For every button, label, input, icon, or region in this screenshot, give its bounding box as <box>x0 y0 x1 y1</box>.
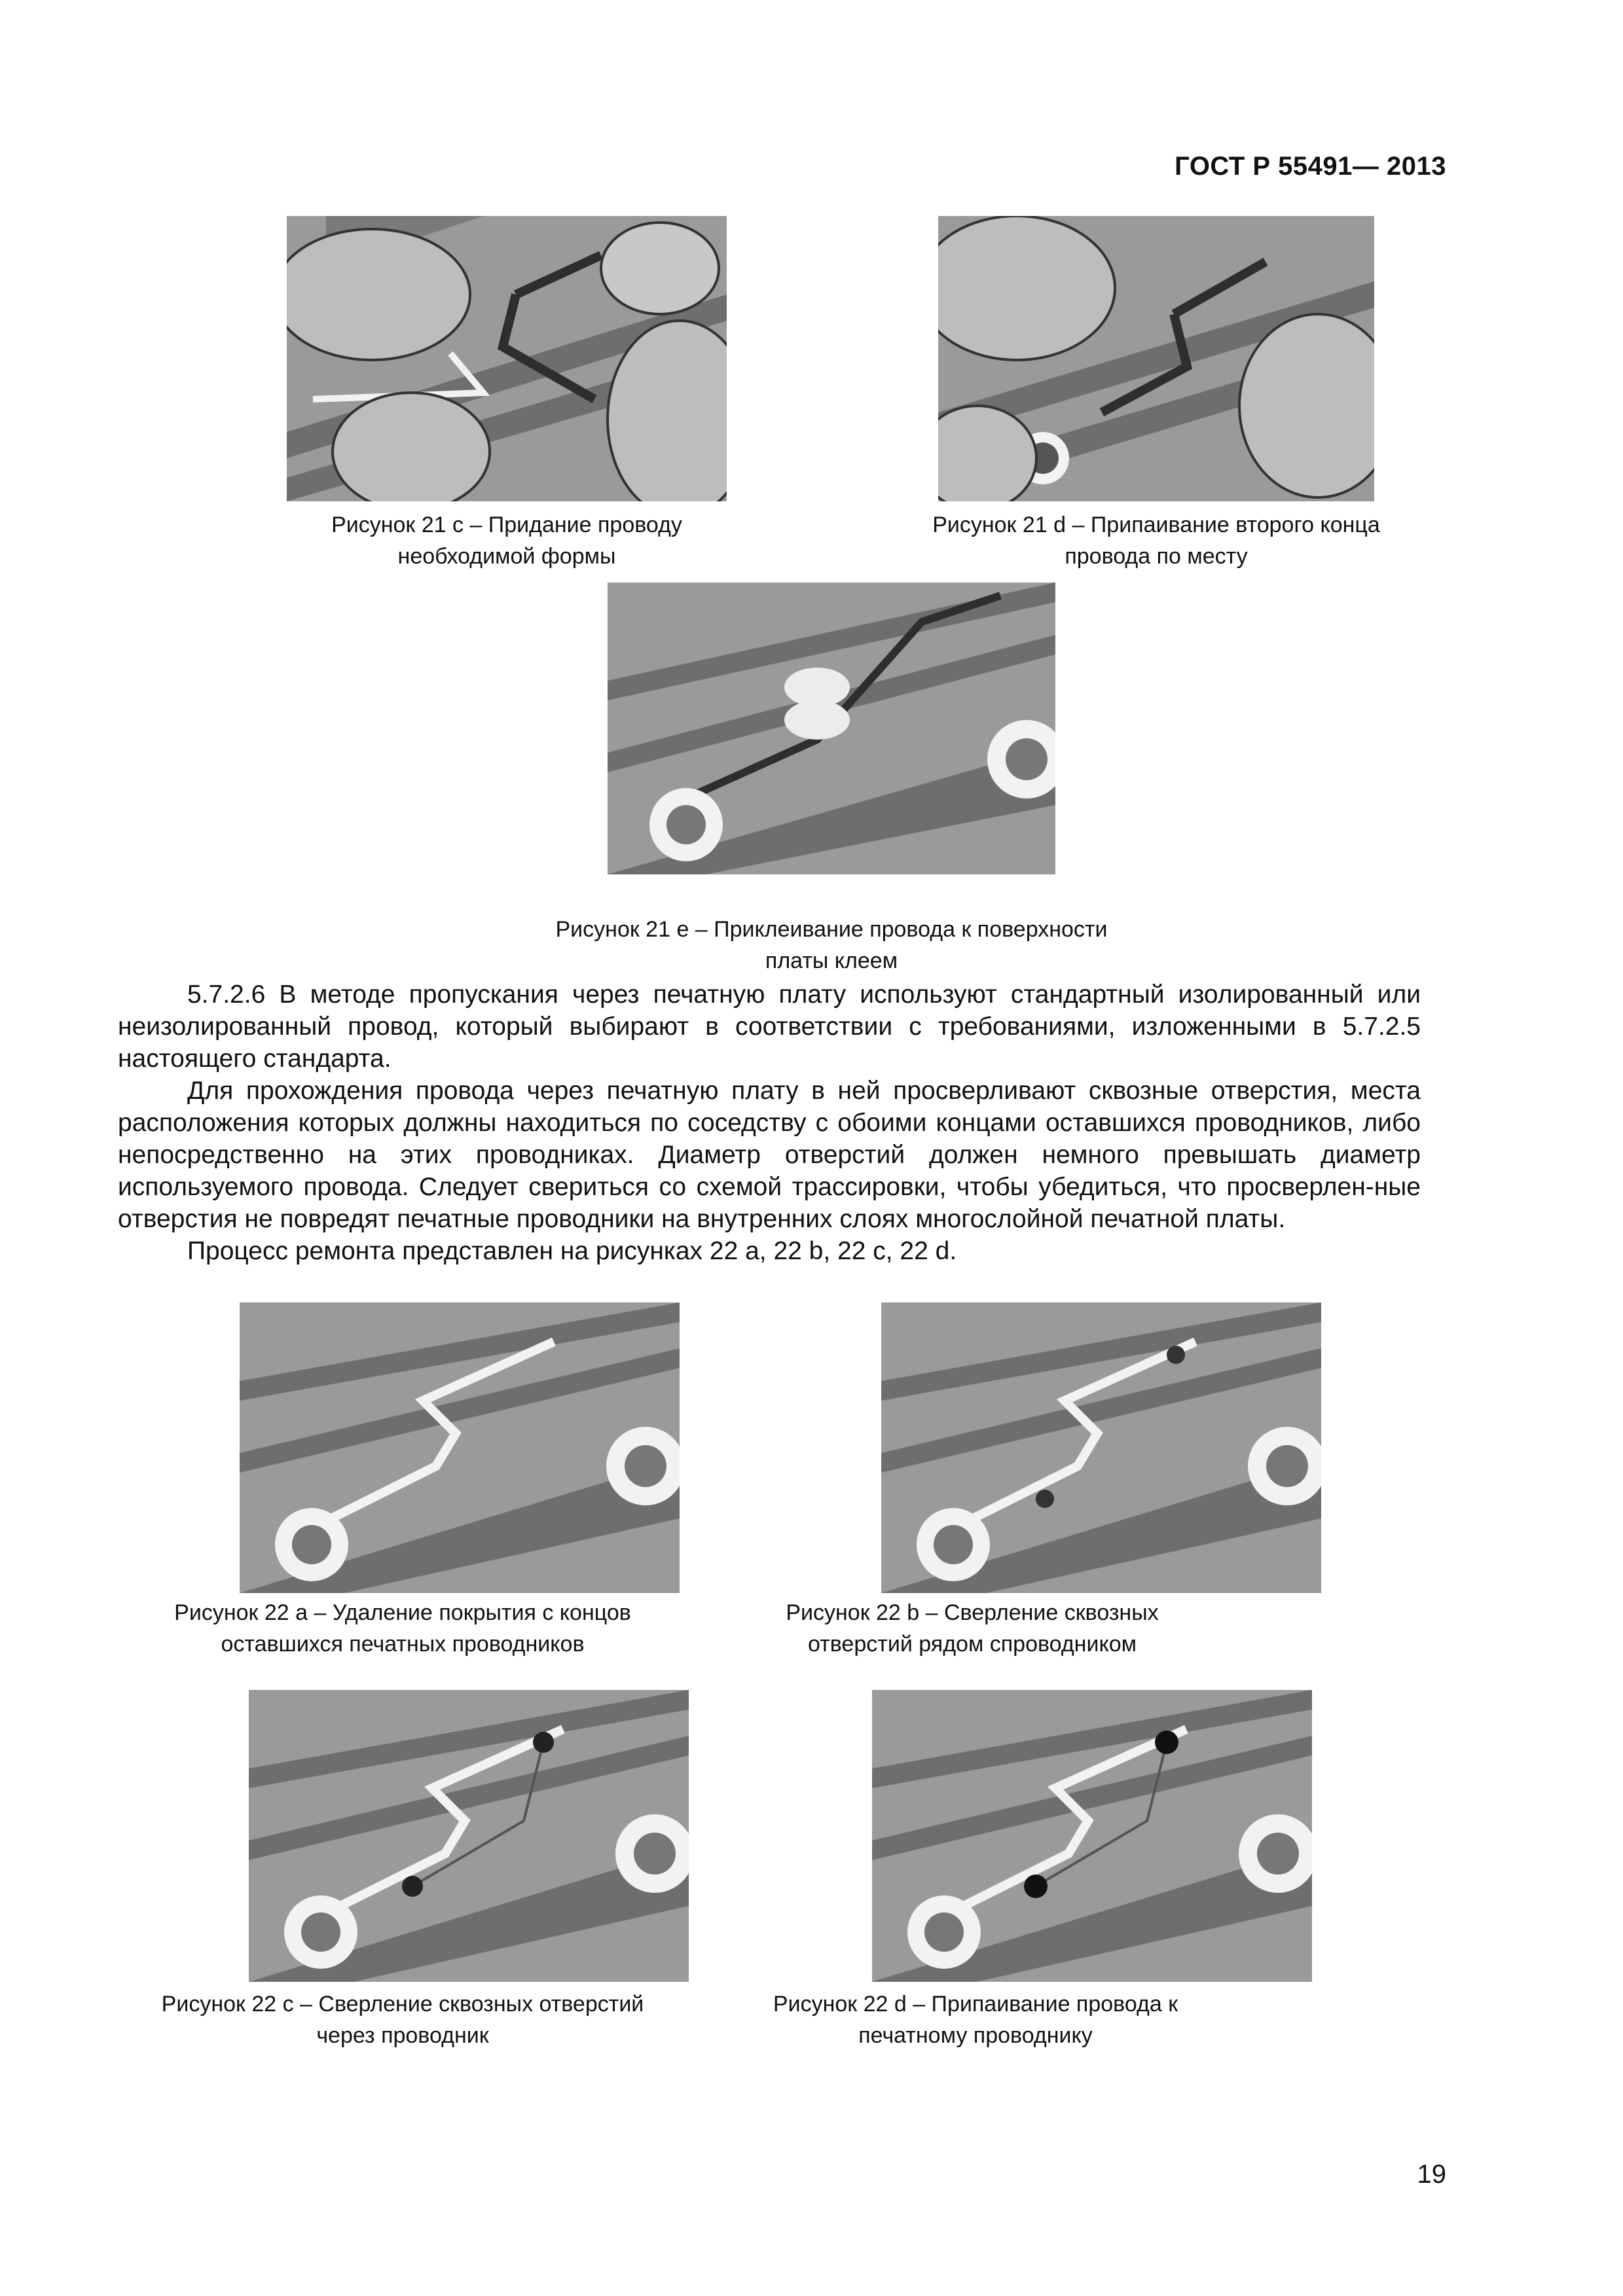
figure-21c-image <box>287 216 727 501</box>
paragraph-process: Процесс ремонта представлен на рисунках 22 a, 22 b, 22 c, 22 d. <box>187 1237 957 1265</box>
figure-22b-caption: Рисунок 22 b – Сверление сквозных отверстий рядом спроводником <box>786 1600 1159 1657</box>
figure-22a-image <box>240 1302 680 1593</box>
paragraph-5-7-2-6: 5.7.2.6 В методе пропускания через печатную плату используют стандартный изолированный или неизолированный провод, который выбирают в соответствии с требованиями, изложенными в 5.7.2.5 настоящего стандарта. <box>118 980 1421 1073</box>
figure-21d-caption: Рисунок 21 d – Припаивание второго конца провода по месту <box>932 512 1380 569</box>
paragraph-drilling: Для прохождения провода через печатную плату в ней просверливают сквозные отверстия, места расположения которых должны находиться по соседству с обоими концами оставшихся проводников, либо непосредственно на этих проводниках. Диаметр отверстий должен немного превышать диаметр используемого провода. Следует свериться со схемой трассировки, чтобы убедиться, что просверлен-ные отверстия не повредят печатные проводники на внутренних слоях многослойной печатной платы. <box>118 1077 1421 1233</box>
figure-22a-caption: Рисунок 22 a – Удаление покрытия с концов оставшихся печатных проводников <box>174 1600 631 1657</box>
figure-22c-image <box>249 1690 689 1982</box>
figure-21c-caption: Рисунок 21 c – Придание проводу необходимой формы <box>331 512 682 569</box>
figure-22d-image <box>872 1690 1312 1982</box>
figure-21e-image <box>608 583 1055 874</box>
figure-22d-caption: Рисунок 22 d – Припаивание провода к печатному проводнику <box>773 1992 1178 2048</box>
figure-21e-caption: Рисунок 21 e – Приклеивание провода к поверхности платы клеем <box>555 917 1108 973</box>
page-number: 19 <box>1417 2160 1446 2189</box>
figure-22c-caption: Рисунок 22 c – Сверление сквозных отверстий через проводник <box>161 1992 644 2048</box>
body-text <box>118 978 1421 1267</box>
figure-22b-image <box>881 1302 1321 1593</box>
figure-21d-image <box>938 216 1374 501</box>
standard-header: ГОСТ Р 55491— 2013 <box>1175 152 1446 181</box>
